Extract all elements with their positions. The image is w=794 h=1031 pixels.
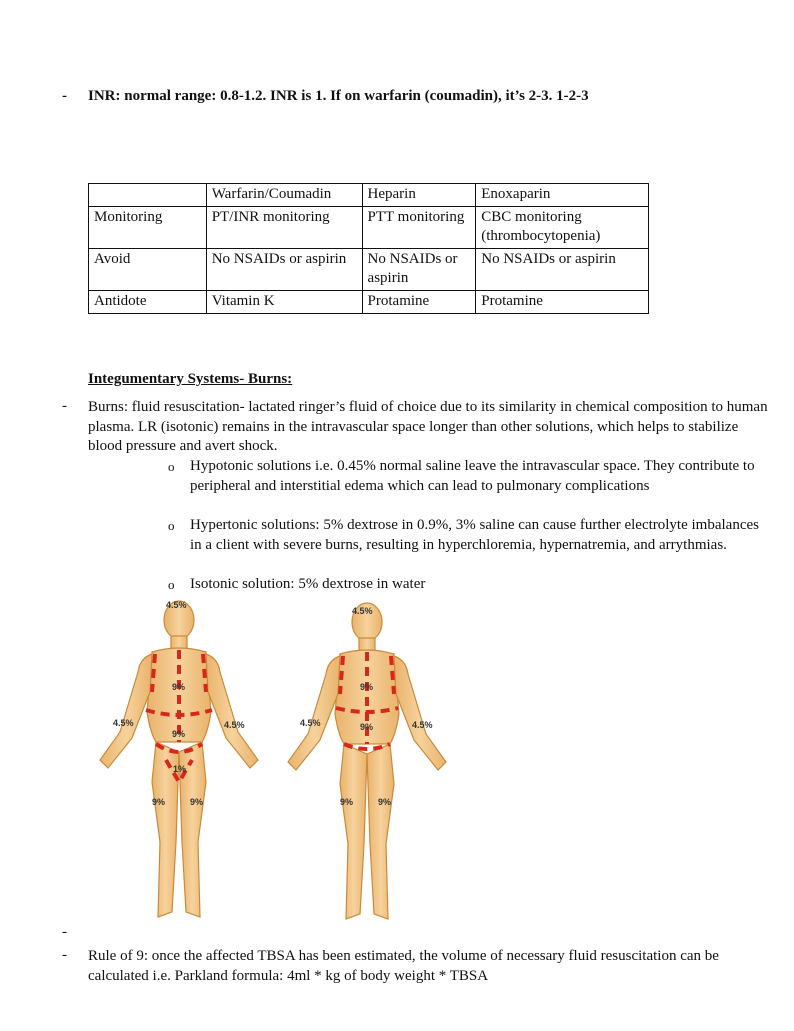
table-cell: Protamine — [476, 291, 649, 314]
table-header-cell: Enoxaparin — [476, 184, 649, 207]
front-right-leg-label: 9% — [190, 797, 204, 807]
bullet-text: Isotonic solution: 5% dextrose in water — [190, 576, 426, 592]
back-body-figure — [288, 603, 446, 919]
back-left-arm-label: 4.5% — [300, 718, 321, 728]
table-row — [89, 291, 649, 314]
table-header-cell: Heparin — [362, 184, 476, 207]
table-row — [89, 249, 649, 291]
front-chest-label: 9% — [172, 682, 186, 692]
front-head-label: 4.5% — [166, 600, 187, 610]
bullet-text: Hypotonic solutions i.e. 0.45% normal saline leave the intravascular space. They contribute to peripheral and interstitial edema which can lead to pulmonary complications — [190, 458, 755, 494]
bullet-icon: o — [168, 459, 175, 474]
front-groin-label: 1% — [173, 764, 187, 774]
anticoagulant-table — [88, 183, 649, 314]
front-abdomen-label: 9% — [172, 729, 186, 739]
inr-note: INR: normal range: 0.8-1.2. INR is 1. If on warfarin (coumadin), it’s 2-3. 1-2-3 — [88, 88, 589, 104]
table-cell: PT/INR monitoring — [206, 207, 362, 249]
list-dash: - — [62, 947, 67, 963]
table-cell: No NSAIDs or aspirin — [476, 249, 649, 291]
back-lower-back-label: 9% — [360, 722, 374, 732]
section-heading: Integumentary Systems- Burns: — [88, 371, 293, 387]
bullet-text: Hypertonic solutions: 5% dextrose in 0.9%, 3% saline can cause further electrolyte imbalances in a client with severe burns, resulting in hyperchloremia, hypernatremia, and arrythmias. — [190, 517, 759, 553]
table-cell: CBC monitoring (thrombocytopenia) — [476, 207, 649, 249]
bullet-icon: o — [168, 518, 175, 533]
table-cell: Vitamin K — [206, 291, 362, 314]
rule-of-nine-paragraph: Rule of 9: once the affected TBSA has been estimated, the volume of necessary fluid resuscitation can be calculated i.e. Parkland formula: 4ml * kg of body weight * TBSA — [88, 948, 719, 984]
rule-of-nines-figure — [80, 592, 480, 937]
table-cell: Avoid — [89, 249, 207, 291]
table-cell: No NSAIDs or aspirin — [362, 249, 476, 291]
table-cell: Monitoring — [89, 207, 207, 249]
table-header-cell — [89, 184, 207, 207]
front-right-arm-label: 4.5% — [224, 720, 245, 730]
table-row — [89, 207, 649, 249]
bullet-icon: o — [168, 577, 175, 592]
list-dash: - — [62, 398, 67, 414]
front-left-leg-label: 9% — [152, 797, 166, 807]
front-body-figure — [100, 601, 258, 917]
back-upper-back-label: 9% — [360, 682, 374, 692]
table-header-cell: Warfarin/Coumadin — [206, 184, 362, 207]
back-right-arm-label: 4.5% — [412, 720, 433, 730]
table-cell: Protamine — [362, 291, 476, 314]
back-right-leg-label: 9% — [378, 797, 392, 807]
back-head-label: 4.5% — [352, 606, 373, 616]
back-left-leg-label: 9% — [340, 797, 354, 807]
list-dash: - — [62, 88, 67, 104]
table-cell: PTT monitoring — [362, 207, 476, 249]
table-cell: No NSAIDs or aspirin — [206, 249, 362, 291]
burns-paragraph: Burns: fluid resuscitation- lactated ringer’s fluid of choice due to its similarity in chemical composition to human plasma. LR (isotonic) remains in the intravascular space longer than other solutions, which helps to stabilize blood pressure and avert shock. — [88, 399, 768, 454]
table-header-row — [89, 184, 649, 207]
list-dash: - — [62, 924, 67, 940]
front-left-arm-label: 4.5% — [113, 718, 134, 728]
table-cell: Antidote — [89, 291, 207, 314]
